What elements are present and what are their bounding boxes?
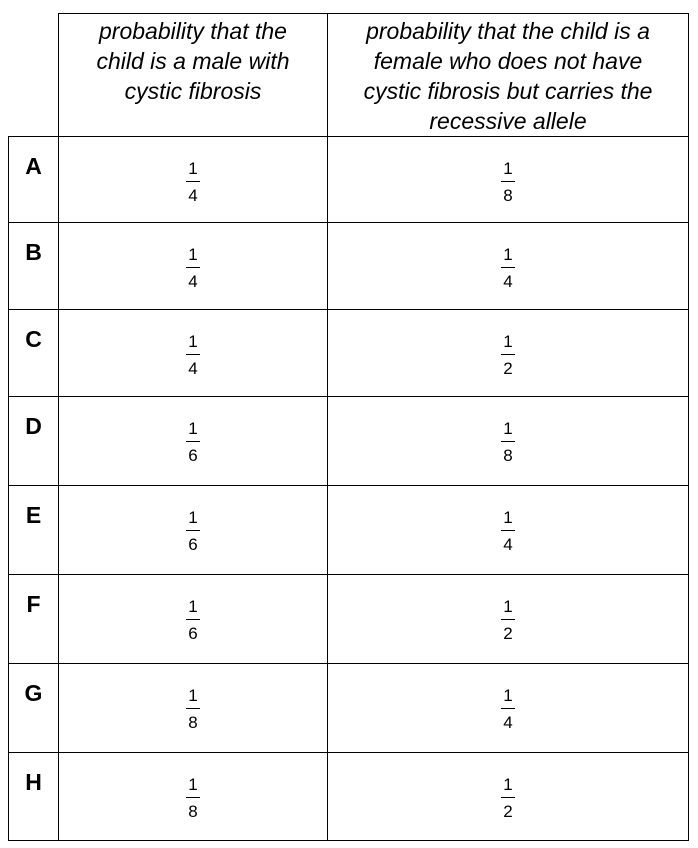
fraction-denominator: 6	[188, 535, 198, 554]
fraction-denominator: 6	[188, 624, 198, 643]
fraction-numerator: 1	[186, 508, 199, 531]
fraction-numerator: 1	[501, 332, 514, 355]
row-label: E	[9, 486, 59, 575]
table-row	[9, 397, 689, 486]
table-row	[9, 664, 689, 753]
row-label: G	[9, 664, 59, 753]
fraction	[501, 159, 514, 206]
fraction-numerator: 1	[186, 597, 199, 620]
female-probability-cell	[328, 137, 689, 223]
fraction-denominator: 4	[503, 535, 513, 554]
female-probability-cell	[328, 664, 689, 753]
table-row	[9, 486, 689, 575]
fraction	[501, 686, 514, 733]
female-probability-cell	[328, 486, 689, 575]
fraction-denominator: 4	[188, 359, 198, 378]
table-row	[9, 575, 689, 664]
fraction-numerator: 1	[501, 508, 514, 531]
male-probability-cell	[59, 223, 328, 310]
fraction-denominator: 2	[503, 624, 513, 643]
fraction-numerator: 1	[186, 159, 199, 182]
fraction-numerator: 1	[501, 597, 514, 620]
female-probability-cell	[328, 753, 689, 841]
fraction	[501, 508, 514, 555]
fraction-denominator: 8	[188, 802, 198, 821]
fraction	[186, 419, 199, 466]
fraction-denominator: 2	[503, 359, 513, 378]
table-row	[9, 753, 689, 841]
fraction	[501, 332, 514, 379]
answer-options-table	[8, 13, 689, 841]
fraction-numerator: 1	[501, 159, 514, 182]
fraction-denominator: 8	[503, 186, 513, 205]
row-label: A	[9, 137, 59, 223]
fraction-numerator: 1	[186, 245, 199, 268]
table-row	[9, 137, 689, 223]
fraction-denominator: 6	[188, 446, 198, 465]
fraction-denominator: 4	[188, 272, 198, 291]
fraction-denominator: 4	[503, 272, 513, 291]
fraction-numerator: 1	[501, 419, 514, 442]
fraction	[501, 419, 514, 466]
fraction	[501, 775, 514, 822]
fraction	[186, 245, 199, 292]
fraction-numerator: 1	[186, 332, 199, 355]
fraction-denominator: 8	[188, 713, 198, 732]
table-row	[9, 310, 689, 397]
fraction-numerator: 1	[186, 419, 199, 442]
fraction	[186, 508, 199, 555]
fraction-numerator: 1	[501, 775, 514, 798]
fraction	[186, 775, 199, 822]
header-female-text: probability that the child is a female who does not have cystic fibrosis but carries the recessive allele	[363, 18, 653, 134]
fraction-numerator: 1	[186, 686, 199, 709]
table-row	[9, 223, 689, 310]
fraction	[186, 686, 199, 733]
female-probability-cell	[328, 223, 689, 310]
header-female-carrier	[328, 14, 689, 137]
fraction	[501, 597, 514, 644]
fraction-numerator: 1	[501, 245, 514, 268]
male-probability-cell	[59, 575, 328, 664]
fraction	[186, 597, 199, 644]
fraction-denominator: 4	[188, 186, 198, 205]
fraction-numerator: 1	[501, 686, 514, 709]
row-label: F	[9, 575, 59, 664]
fraction-denominator: 8	[503, 446, 513, 465]
header-row	[9, 14, 689, 137]
blank-corner-cell	[9, 14, 59, 137]
fraction	[186, 159, 199, 206]
male-probability-cell	[59, 137, 328, 223]
row-label: D	[9, 397, 59, 486]
female-probability-cell	[328, 397, 689, 486]
fraction-numerator: 1	[186, 775, 199, 798]
row-label: B	[9, 223, 59, 310]
header-male-cystic-fibrosis	[59, 14, 328, 137]
female-probability-cell	[328, 310, 689, 397]
fraction-denominator: 2	[503, 802, 513, 821]
female-probability-cell	[328, 575, 689, 664]
fraction	[501, 245, 514, 292]
fraction	[186, 332, 199, 379]
fraction-denominator: 4	[503, 713, 513, 732]
header-male-text: probability that the child is a male with cystic fibrosis	[96, 18, 290, 104]
male-probability-cell	[59, 397, 328, 486]
male-probability-cell	[59, 753, 328, 841]
male-probability-cell	[59, 664, 328, 753]
male-probability-cell	[59, 310, 328, 397]
male-probability-cell	[59, 486, 328, 575]
row-label: H	[9, 753, 59, 841]
row-label: C	[9, 310, 59, 397]
